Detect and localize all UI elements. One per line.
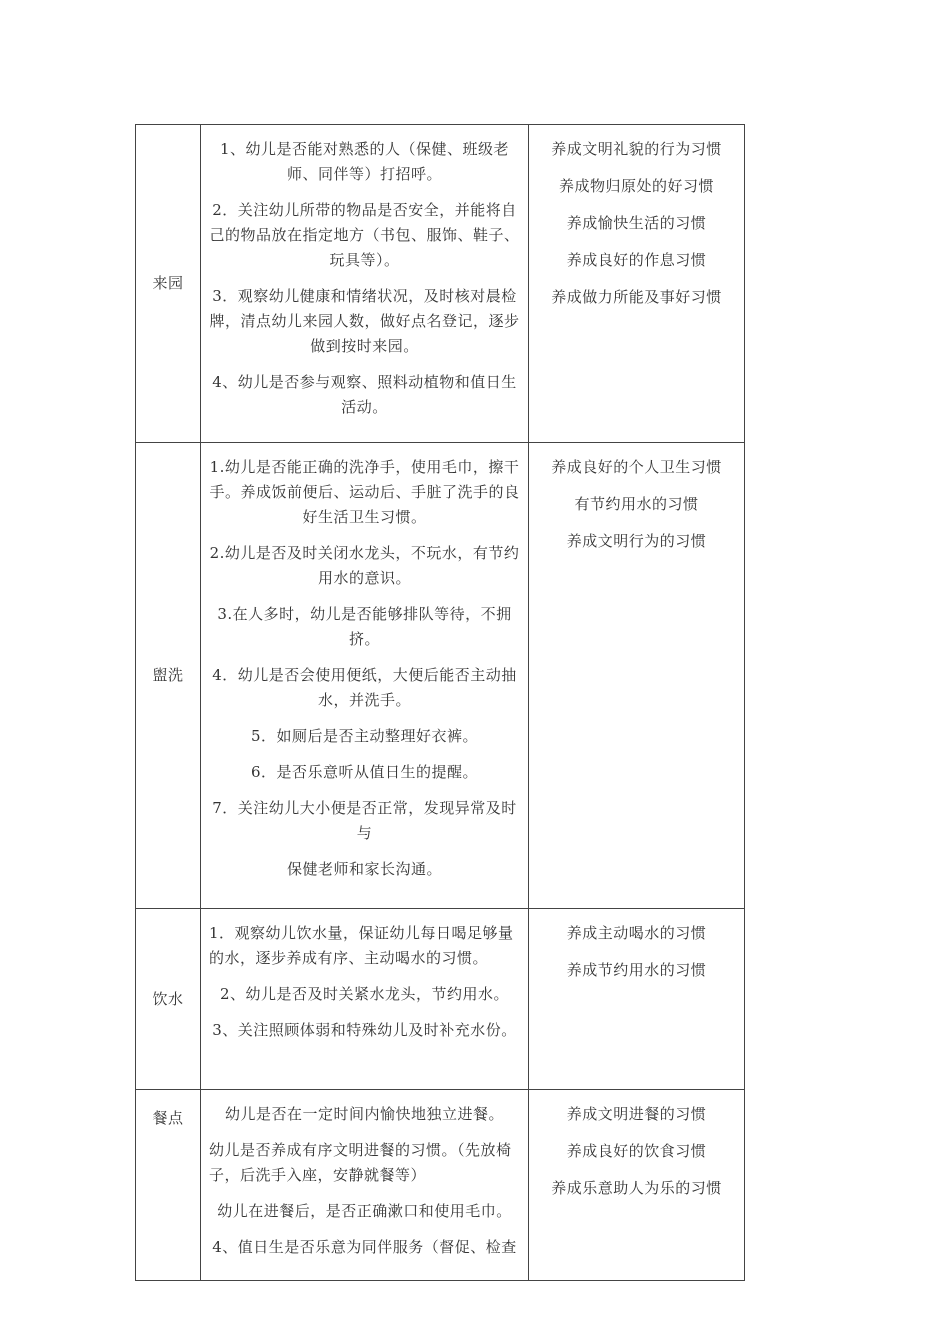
habit-item: 养成乐意助人为乐的习惯 [551, 1179, 722, 1197]
list-item: 2．关注幼儿所带的物品是否安全，并能将自己的物品放在指定地方（书包、服饰、鞋子、玩具等）。 [209, 201, 520, 269]
list-item: 4．幼儿是否会使用便纸，大便后能否主动抽水，并洗手。 [212, 666, 517, 709]
list-item: 6．是否乐意听从值日生的提醒。 [250, 763, 479, 781]
habit-item: 养成良好的作息习惯 [566, 251, 707, 269]
habit-item: 养成物归原处的好习惯 [558, 177, 714, 195]
list-item: 幼儿在进餐后，是否正确漱口和使用毛巾。 [217, 1202, 512, 1220]
table-row-drinking [136, 909, 745, 1090]
items-cell [201, 1090, 529, 1281]
list-item: 1.幼儿是否能正确的洗净手，使用毛巾，擦干手。养成饭前便后、运动后、手脏了洗手的良好生活卫生习惯。 [209, 458, 520, 526]
habit-item: 养成良好的个人卫生习惯 [551, 458, 722, 476]
category-label: 来园 [152, 274, 184, 292]
list-item: 4、幼儿是否参与观察、照料动植物和值日生活动。 [212, 373, 517, 416]
daily-routine-table [135, 124, 745, 1281]
list-item: 7．关注幼儿大小便是否正常，发现异常及时与 [212, 799, 517, 842]
habit-item: 养成做力所能及事好习惯 [551, 288, 722, 306]
list-item: 5．如厕后是否主动整理好衣裤。 [250, 727, 479, 745]
list-item: 1．观察幼儿饮水量，保证幼儿每日喝足够量的水，逐步养成有序、主动喝水的习惯。 [209, 924, 514, 967]
habit-item: 养成愉快生活的习惯 [566, 214, 707, 232]
list-item: 2、幼儿是否及时关紧水龙头，节约用水。 [219, 985, 510, 1003]
habits-cell [529, 443, 745, 909]
category-label: 餐点 [152, 1109, 184, 1127]
list-item: 3.在人多时，幼儿是否能够排队等待，不拥挤。 [217, 605, 512, 648]
list-item: 幼儿是否养成有序文明进餐的习惯。（先放椅子，后洗手入座，安静就餐等） [209, 1141, 512, 1184]
category-cell [136, 125, 201, 443]
items-cell [201, 909, 529, 1090]
table-row-arrival [136, 125, 745, 443]
habit-item: 养成文明礼貌的行为习惯 [551, 140, 722, 158]
list-item: 幼儿是否在一定时间内愉快地独立进餐。 [224, 1105, 504, 1123]
habits-cell [529, 909, 745, 1090]
category-cell [136, 1090, 201, 1281]
category-cell [136, 909, 201, 1090]
table-row-meals [136, 1090, 745, 1281]
list-item: 4、值日生是否乐意为同伴服务（督促、检查 [212, 1238, 517, 1256]
category-label: 盥洗 [152, 666, 184, 684]
habit-item: 养成主动喝水的习惯 [566, 924, 707, 942]
list-item: 保健老师和家长沟通。 [286, 860, 442, 878]
list-item: 3、关注照顾体弱和特殊幼儿及时补充水份。 [212, 1021, 517, 1039]
category-cell [136, 443, 201, 909]
habit-item: 养成文明行为的习惯 [566, 532, 707, 550]
habit-item: 有节约用水的习惯 [574, 495, 699, 513]
list-item: 3．观察幼儿健康和情绪状况，及时核对晨检牌，清点幼儿来园人数，做好点名登记，逐步做到按时来园。 [209, 287, 520, 355]
habit-item: 养成文明进餐的习惯 [566, 1105, 707, 1123]
habit-item: 养成良好的饮食习惯 [566, 1142, 707, 1160]
habits-cell [529, 1090, 745, 1281]
habits-cell [529, 125, 745, 443]
table-row-washing [136, 443, 745, 909]
items-cell [201, 443, 529, 909]
items-cell [201, 125, 529, 443]
category-label: 饮水 [152, 989, 184, 1008]
habit-item: 养成节约用水的习惯 [566, 961, 707, 979]
list-item: 2.幼儿是否及时关闭水龙头，不玩水，有节约用水的意识。 [209, 544, 520, 587]
list-item: 1、幼儿是否能对熟悉的人（保健、班级老师、同伴等）打招呼。 [219, 140, 510, 183]
